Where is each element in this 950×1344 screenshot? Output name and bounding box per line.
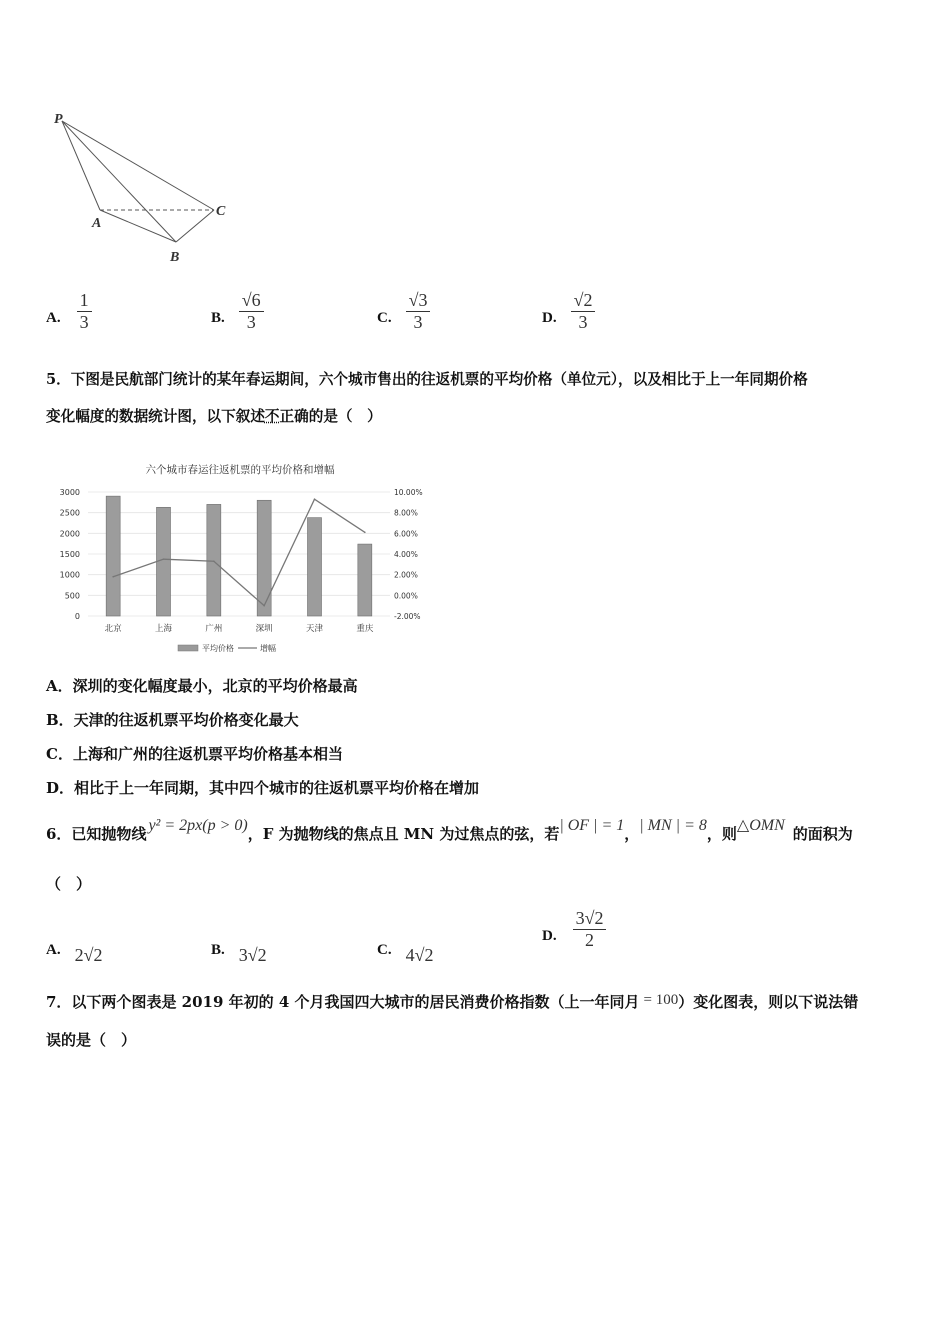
mn-formula: | MN | = 8 [639,817,707,834]
growth-point-重庆 [364,532,366,534]
fraction: $\frac{√3}{3}$ [406,290,431,333]
y-left-tick: 2000 [59,529,80,539]
edge-pc [62,121,214,210]
q5-stem-line2: 变化幅度的数据统计图，以下叙述不正确的是（ ） [46,408,382,425]
y-left-tick: 500 [64,591,80,601]
y-right-tick: 8.00% [394,508,418,518]
growth-line [113,499,365,605]
growth-point-北京 [112,576,114,578]
y-right-tick: 0.00% [394,591,418,601]
y-left-tick: 1000 [59,570,80,580]
growth-point-上海 [163,558,165,560]
fraction: $\frac{1}{3}$ [77,290,92,333]
y-left-tick: 1500 [59,550,80,559]
edge-pb [62,121,176,242]
vertex-c-label: C [216,204,226,219]
edge-ab [100,210,176,242]
legend-bar-label: 平均价格 [202,644,234,653]
edge-bc [176,210,214,242]
q5-option-c[interactable]: C．上海和广州的往返机票平均价格基本相当 [46,745,343,763]
bar-深圳 [257,500,271,616]
category-label: 重庆 [356,624,374,634]
growth-point-深圳 [263,605,265,607]
bar-重庆 [358,544,372,616]
emphasis-dot-text: 不 [264,408,280,425]
option-label: B. [211,310,225,326]
q5-option-a[interactable]: A．深圳的变化幅度最小，北京的平均价格最高 [46,677,358,695]
q4-option-d[interactable] [542,290,595,333]
growth-point-天津 [314,498,316,500]
y-right-tick: 4.00% [394,550,418,559]
q6-option-a[interactable]: A. 2√2 [46,942,103,965]
q6-stem-line2: （ ） [46,875,92,893]
option-label: A. [46,310,61,326]
q7-stem-line1: 7．以下两个图表是 2019 年初的 4 个月我国四大城市的居民消费价格指数（上一年同月 = 100 ）变化图表，则以下说法错 [46,992,859,1011]
q5-option-d[interactable]: D．相比于上一年同期，其中四个城市的往返机票平均价格在增加 [46,779,480,797]
q4-option-a[interactable] [46,290,92,333]
vertex-b-label: B [170,250,180,265]
vertex-p-label: P [54,112,63,127]
q6-option-d[interactable]: D. $\frac{3√2}{2}$ [542,908,606,951]
fraction: $\frac{√2}{3}$ [571,290,596,333]
y-right-tick: 6.00% [394,529,418,539]
q4-option-c[interactable] [377,290,430,333]
legend [178,643,276,653]
chart-title: 六个城市春运往返机票的平均价格和增幅 [145,464,335,476]
category-label: 北京 [104,624,122,634]
y-right-tick: 2.00% [394,570,418,580]
y-left-tick: 3000 [59,488,80,497]
bar-上海 [157,507,171,616]
of-formula: | OF | = 1 [559,817,625,834]
option-label: C. [377,310,392,326]
y-right-tick: -2.00% [394,612,421,621]
option-label: D. [542,310,557,326]
parabola-formula: y² = 2px(p > 0) [148,817,248,834]
bar-天津 [308,518,322,616]
q7-stem-line2: 误的是（ ） [46,1031,137,1049]
fraction: $\frac{3√2}{2}$ [573,908,607,951]
legend-bar-swatch [178,645,198,651]
q5-stem-line1: 5．下图是民航部门统计的某年春运期间，六个城市售出的往返机票的平均价格（单位元），以及相比于上一年同期价格 [46,371,808,388]
q5-option-b[interactable]: B．天津的往返机票平均价格变化最大 [46,711,299,729]
index-formula: = 100 [643,992,679,1008]
vertex-a-label: A [92,216,102,231]
bar-北京 [106,496,120,616]
y-right-tick: 10.00% [394,488,423,497]
category-label: 深圳 [255,624,273,634]
q6-option-c[interactable]: C. 4√2 [377,942,434,965]
edge-pa [62,121,100,210]
q4-option-b[interactable] [211,290,264,333]
q6-option-b[interactable]: B. 3√2 [211,942,267,965]
pyramid-figure [40,105,250,270]
growth-point-广州 [213,560,215,562]
fraction: $\frac{√6}{3}$ [239,290,264,333]
triangle-formula: △OMN [736,817,785,834]
legend-line-label: 增幅 [260,644,276,653]
y-left-tick: 0 [74,612,80,621]
category-label: 上海 [154,624,173,634]
category-label: 广州 [205,624,223,634]
category-label: 天津 [305,624,324,634]
bar-广州 [207,504,221,616]
y-left-tick: 2500 [59,508,80,518]
q6-stem-line1: 6．已知抛物线 y² = 2px(p > 0) ，F 为抛物线的焦点且 MN 为过焦点的弦，若 | OF | = 1 ， | MN | = 8 ，则 △OMN 的面积为 [46,817,853,843]
price-chart [50,458,440,663]
